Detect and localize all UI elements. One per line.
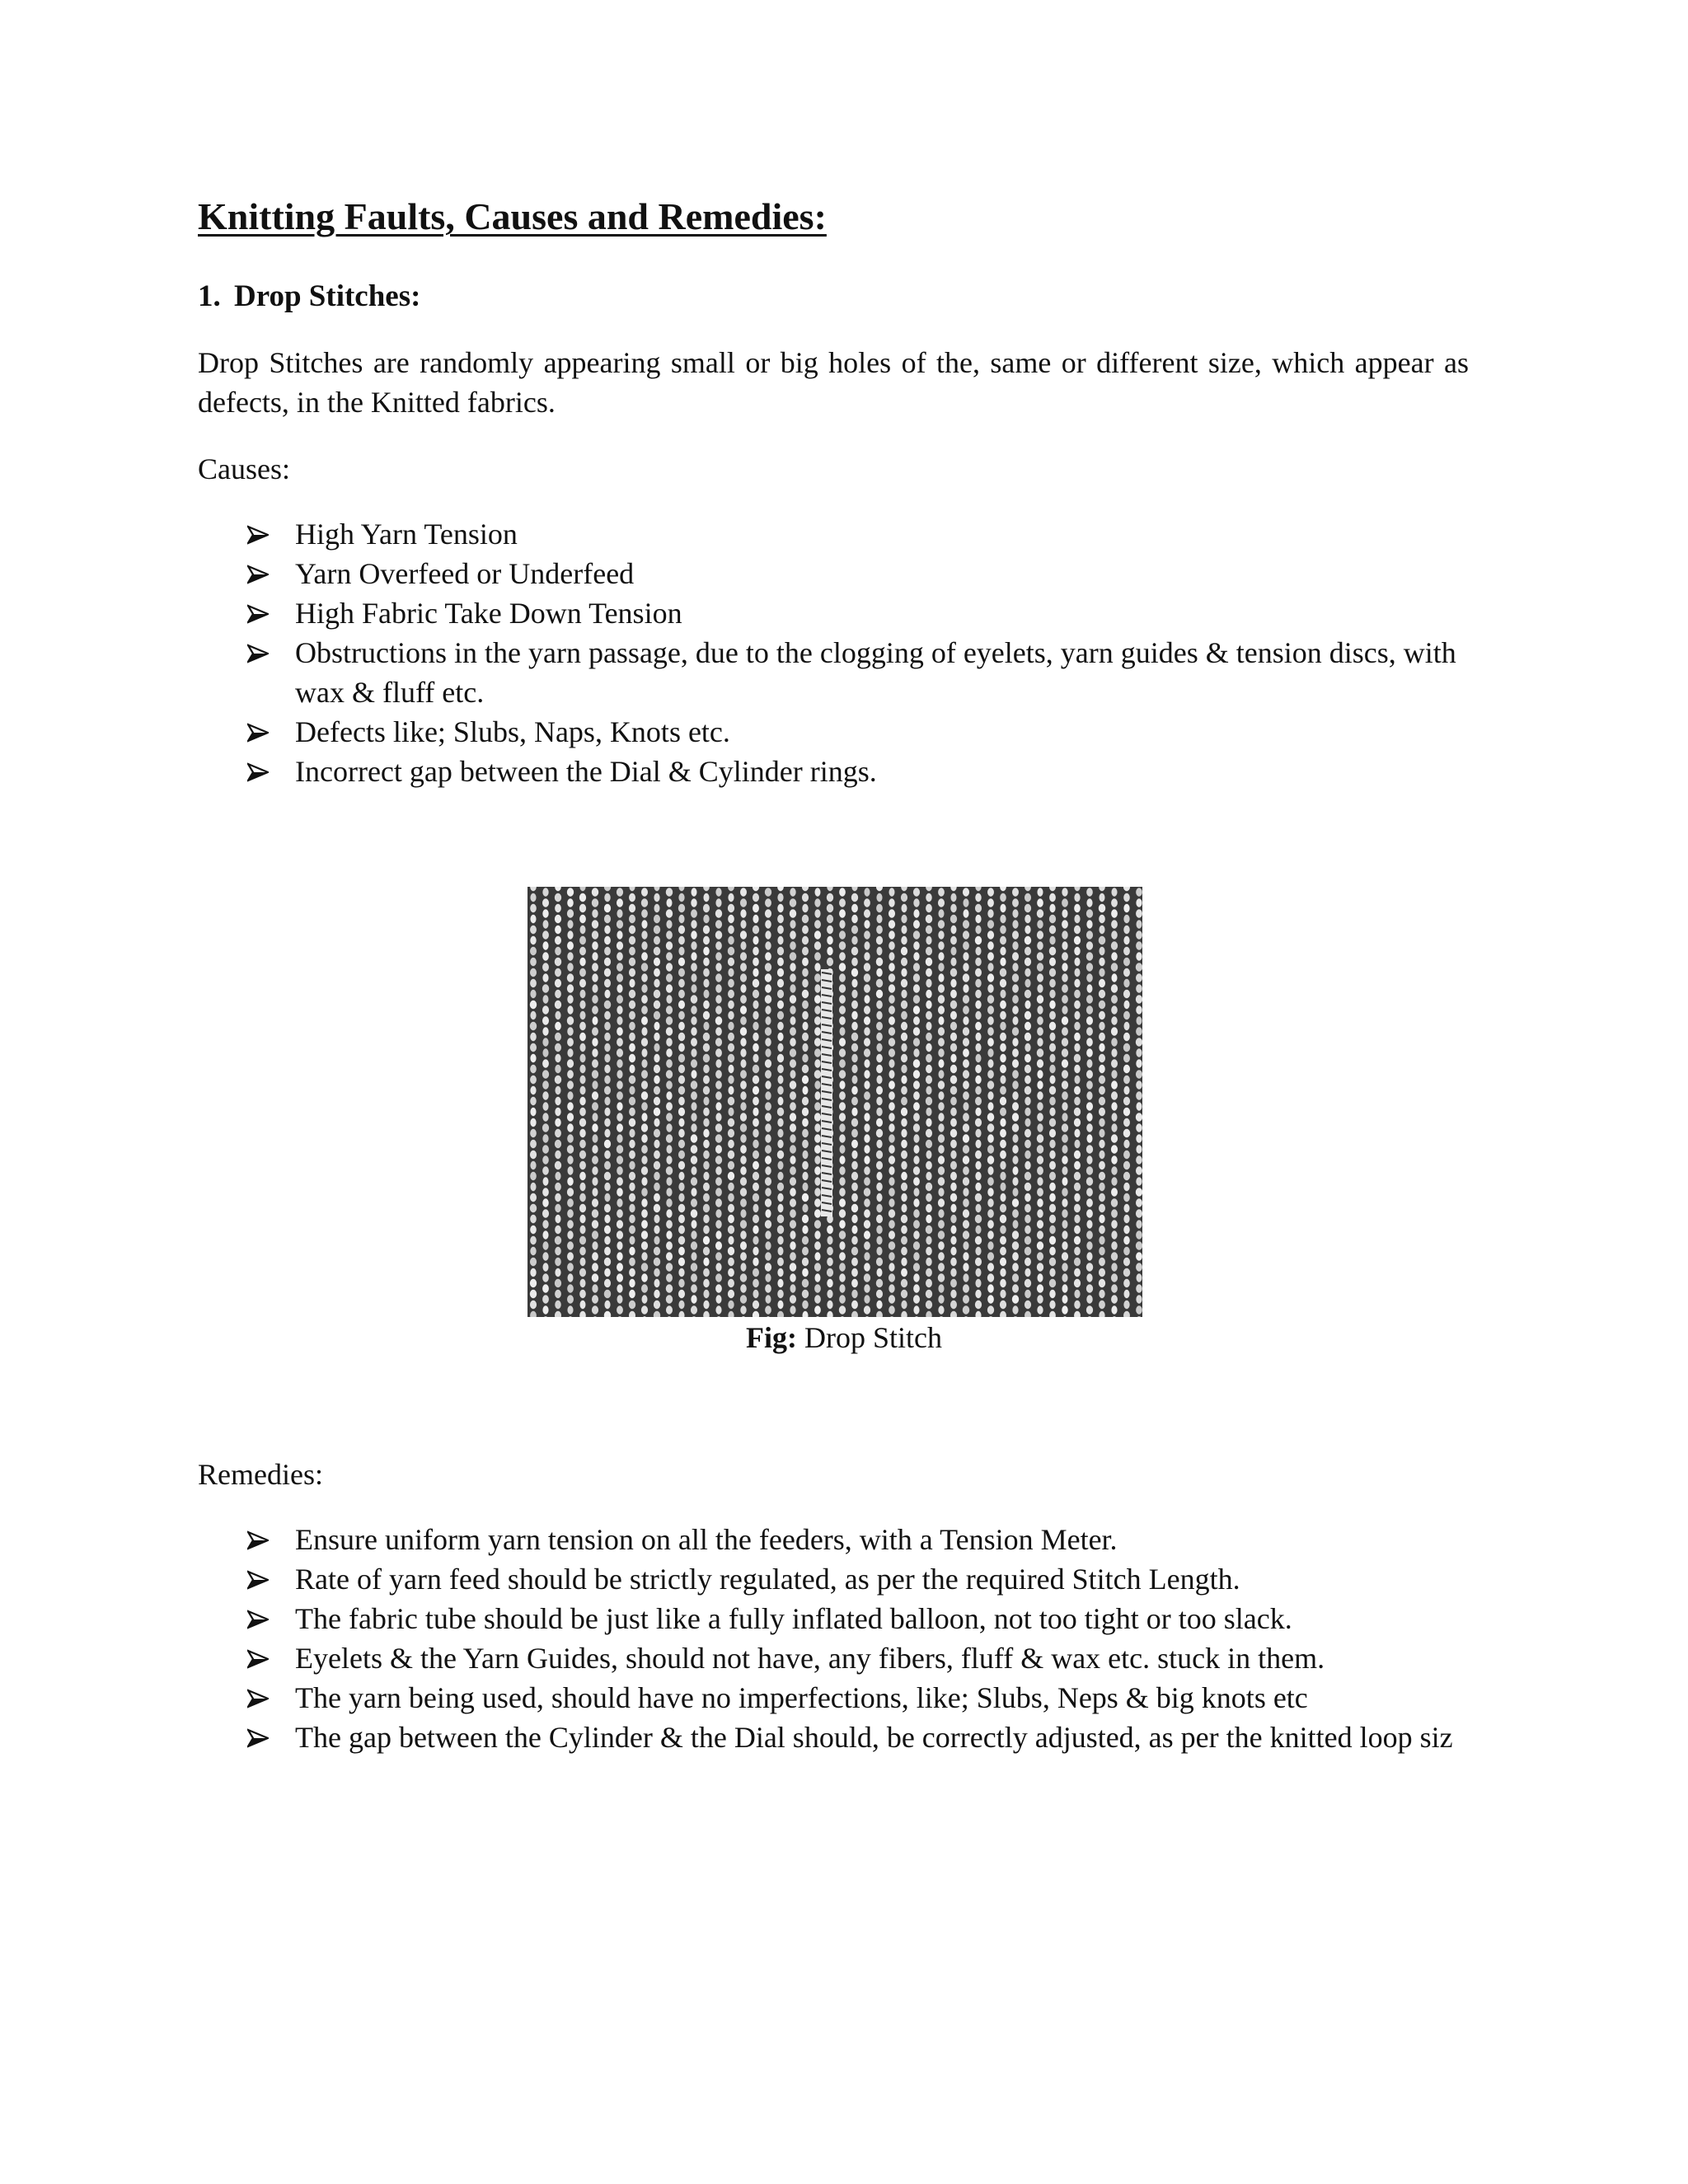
causes-list bbox=[247, 514, 1484, 791]
list-item bbox=[247, 1718, 1533, 1757]
arrow-bullet-icon bbox=[247, 752, 272, 791]
remedy-text: The yarn being used, should have no imperfections, like; Slubs, Neps & big knots etc bbox=[295, 1681, 1308, 1714]
list-item bbox=[247, 752, 1484, 791]
list-item bbox=[247, 1599, 1533, 1638]
drop-stitch-figure-image bbox=[528, 887, 1142, 1317]
cause-text: High Yarn Tension bbox=[295, 518, 518, 551]
arrow-bullet-icon bbox=[247, 1559, 272, 1599]
section-title: Drop Stitches: bbox=[234, 279, 421, 313]
list-item bbox=[247, 633, 1484, 712]
cause-text: High Fabric Take Down Tension bbox=[295, 597, 682, 630]
arrow-bullet-icon bbox=[247, 514, 272, 554]
figure-caption-text: Drop Stitch bbox=[804, 1321, 942, 1354]
arrow-bullet-icon bbox=[247, 633, 272, 673]
list-item bbox=[247, 514, 1484, 554]
arrow-bullet-icon bbox=[247, 712, 272, 752]
remedy-text: Eyelets & the Yarn Guides, should not have, any fibers, fluff & wax etc. stuck in them. bbox=[295, 1642, 1325, 1675]
figure-caption bbox=[0, 1320, 1688, 1355]
remedy-text: Rate of yarn feed should be strictly regulated, as per the required Stitch Length. bbox=[295, 1563, 1240, 1596]
list-item bbox=[247, 1520, 1533, 1559]
arrow-bullet-icon bbox=[247, 1718, 272, 1757]
arrow-bullet-icon bbox=[247, 1638, 272, 1678]
section-heading bbox=[198, 279, 420, 314]
remedy-text: Ensure uniform yarn tension on all the feeders, with a Tension Meter. bbox=[295, 1523, 1118, 1556]
cause-text: Yarn Overfeed or Underfeed bbox=[295, 557, 635, 590]
section-number: 1. bbox=[198, 279, 221, 313]
remedies-label: Remedies: bbox=[198, 1458, 323, 1491]
remedy-text: The gap between the Cylinder & the Dial should, be correctly adjusted, as per the knitted loop siz bbox=[295, 1721, 1453, 1754]
arrow-bullet-icon bbox=[247, 1678, 272, 1718]
list-item bbox=[247, 554, 1484, 593]
remedy-text: The fabric tube should be just like a fully inflated balloon, not too tight or too slack. bbox=[295, 1602, 1292, 1635]
cause-text: Obstructions in the yarn passage, due to the clogging of eyelets, yarn guides & tension discs, with wax & fluff etc. bbox=[295, 636, 1456, 709]
arrow-bullet-icon bbox=[247, 1599, 272, 1638]
intro-paragraph: Drop Stitches are randomly appearing small or big holes of the, same or different size, which appear as defects, in the Knitted fabrics. bbox=[198, 346, 1469, 419]
list-item bbox=[247, 1678, 1533, 1718]
list-item bbox=[247, 712, 1484, 752]
document-title: Knitting Faults, Causes and Remedies: bbox=[198, 195, 827, 237]
causes-label: Causes: bbox=[198, 452, 290, 485]
arrow-bullet-icon bbox=[247, 593, 272, 633]
cause-text: Defects like; Slubs, Naps, Knots etc. bbox=[295, 715, 730, 748]
arrow-bullet-icon bbox=[247, 1520, 272, 1559]
list-item bbox=[247, 593, 1484, 633]
remedies-list bbox=[247, 1520, 1533, 1757]
knitted-fabric-illustration bbox=[528, 887, 1142, 1317]
list-item bbox=[247, 1638, 1533, 1678]
figure-caption-prefix: Fig: bbox=[746, 1321, 797, 1354]
list-item bbox=[247, 1559, 1533, 1599]
arrow-bullet-icon bbox=[247, 554, 272, 593]
cause-text: Incorrect gap between the Dial & Cylinder rings. bbox=[295, 755, 877, 788]
